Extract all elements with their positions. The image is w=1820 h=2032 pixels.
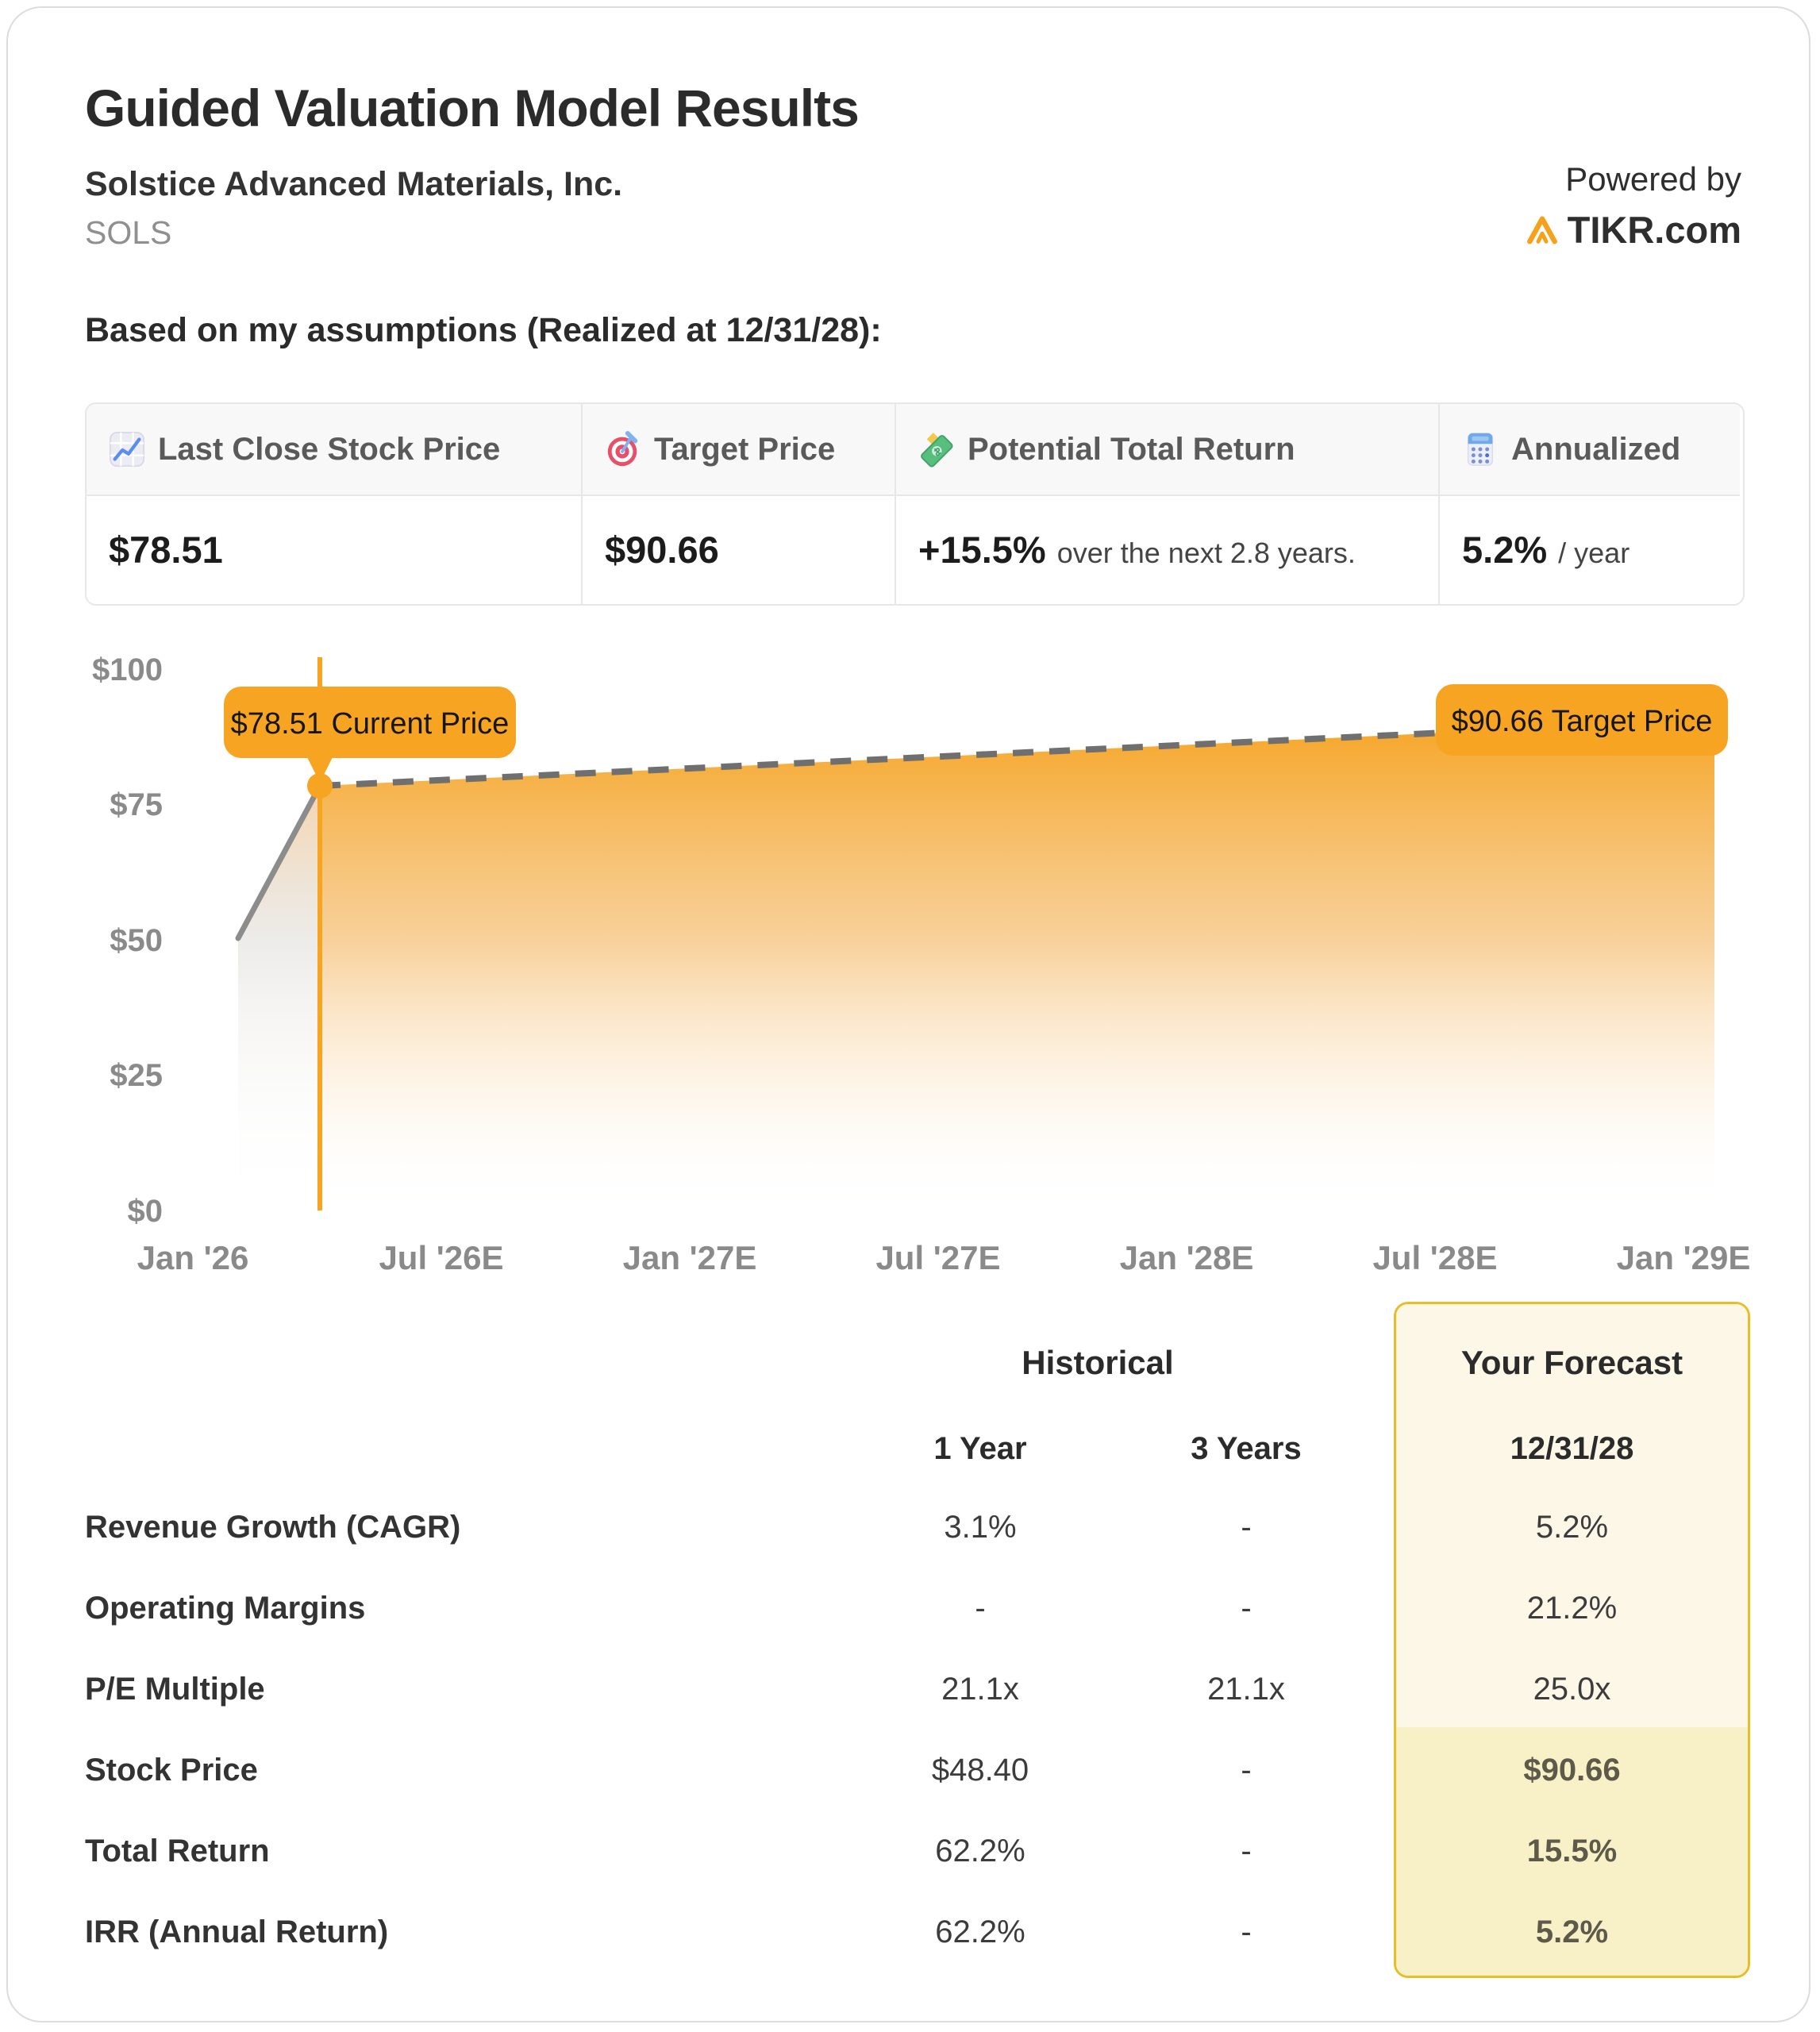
stat-value-annualized — [1440, 496, 1740, 604]
row-label-operating-margins: Operating Margins — [85, 1591, 366, 1626]
page-title: Guided Valuation Model Results — [85, 79, 859, 137]
cell-total-return-3yr: - — [1241, 1834, 1252, 1868]
target-icon — [605, 431, 641, 468]
stat-value-target-price — [583, 496, 896, 604]
stat-header-total-return — [896, 404, 1440, 496]
y-axis-tick-label: $50 — [110, 923, 163, 958]
current-price-tooltip-label: $78.51 Current Price — [230, 707, 510, 741]
company-name: Solstice Advanced Materials, Inc. — [85, 165, 623, 203]
calculator-icon — [1462, 431, 1499, 468]
powered-by-label: Powered by — [1565, 160, 1741, 198]
col-header-1-year: 1 Year — [933, 1431, 1027, 1466]
brand-row — [1526, 208, 1741, 252]
x-axis-tick-label: Jul '26E — [379, 1239, 504, 1276]
cell-revenue-growth-1yr: 3.1% — [944, 1510, 1017, 1545]
tikr-logo-icon — [1526, 216, 1558, 244]
x-axis-tick-label: Jul '27E — [875, 1239, 1001, 1276]
cell-total-return-1yr: 62.2% — [935, 1834, 1025, 1868]
cell-pe-multiple-3yr: 21.1x — [1207, 1672, 1285, 1707]
x-axis-tick-label: Jan '27E — [622, 1239, 757, 1276]
ticker-symbol: SOLS — [85, 214, 172, 251]
valuation-results-card — [6, 6, 1810, 2022]
annualized-suffix: / year — [1558, 537, 1630, 569]
cell-pe-multiple-forecast: 25.0x — [1533, 1672, 1611, 1707]
historical-area — [238, 786, 320, 1210]
stat-label: Target Price — [654, 431, 836, 467]
cell-stock-price-1yr: $48.40 — [931, 1753, 1029, 1788]
money-icon — [918, 431, 955, 468]
x-axis-tick-label: Jul '28E — [1372, 1239, 1498, 1276]
last-close-price: $78.51 — [109, 529, 223, 571]
assumptions-heading: Based on my assumptions (Realized at 12/31/28): — [85, 311, 882, 349]
stat-label: Potential Total Return — [968, 431, 1295, 467]
stat-value-last-close — [87, 496, 583, 604]
row-label-total-return: Total Return — [85, 1834, 270, 1868]
y-axis — [92, 652, 163, 1229]
historical-group-header: Historical — [1022, 1344, 1174, 1381]
row-label-stock-price: Stock Price — [85, 1753, 258, 1788]
cell-revenue-growth-3yr: - — [1241, 1510, 1252, 1545]
y-axis-tick-label: $0 — [127, 1194, 163, 1229]
cell-revenue-growth-forecast: 5.2% — [1535, 1510, 1609, 1545]
cell-irr-3yr: - — [1241, 1915, 1252, 1949]
stat-label: Annualized — [1511, 431, 1681, 467]
cell-operating-margins-forecast: 21.2% — [1526, 1591, 1618, 1626]
x-axis-tick-label: Jan '26 — [137, 1239, 249, 1276]
forecast-group-header: Your Forecast — [1460, 1344, 1683, 1381]
cell-stock-price-forecast: $90.66 — [1523, 1753, 1621, 1788]
annualized-pct: 5.2% — [1462, 529, 1548, 571]
price-forecast-chart — [8, 635, 1810, 1294]
col-header-3-years: 3 Years — [1191, 1431, 1302, 1466]
cell-irr-forecast: 5.2% — [1535, 1915, 1609, 1949]
chart-increasing-icon — [109, 431, 145, 468]
forecast-area — [320, 720, 1714, 1210]
stat-header-last-close — [87, 404, 583, 496]
stat-header-annualized — [1440, 404, 1740, 496]
y-axis-tick-label: $100 — [92, 652, 163, 687]
target-price-tooltip — [1436, 684, 1728, 756]
cell-operating-margins-3yr: - — [1241, 1591, 1252, 1626]
col-header-forecast-date: 12/31/28 — [1510, 1431, 1634, 1466]
row-label-revenue-growth: Revenue Growth (CAGR) — [85, 1510, 461, 1545]
row-label-pe-multiple: P/E Multiple — [85, 1672, 265, 1707]
target-price-tooltip-label: $90.66 Target Price — [1451, 705, 1713, 738]
y-axis-tick-label: $75 — [110, 787, 163, 822]
cell-operating-margins-1yr: - — [975, 1591, 986, 1626]
cell-irr-1yr: 62.2% — [935, 1915, 1025, 1949]
total-return-suffix: over the next 2.8 years. — [1056, 537, 1356, 569]
current-price-tooltip — [224, 687, 516, 783]
x-axis — [137, 1239, 1751, 1276]
target-price: $90.66 — [605, 529, 719, 571]
cell-total-return-forecast: 15.5% — [1526, 1834, 1618, 1868]
row-label-irr: IRR (Annual Return) — [85, 1915, 389, 1949]
x-axis-tick-label: Jan '29E — [1616, 1239, 1751, 1276]
summary-stats-table — [85, 402, 1745, 606]
brand-link[interactable]: TIKR.com — [1567, 209, 1741, 251]
stat-value-total-return — [896, 496, 1440, 604]
stat-header-target-price — [583, 404, 896, 496]
forecast-highlight-box — [1394, 1302, 1750, 1978]
y-axis-tick-label: $25 — [110, 1058, 163, 1093]
cell-pe-multiple-1yr: 21.1x — [941, 1672, 1019, 1707]
total-return-pct: +15.5% — [918, 529, 1046, 571]
cell-stock-price-3yr: - — [1241, 1753, 1252, 1788]
x-axis-tick-label: Jan '28E — [1119, 1239, 1254, 1276]
stat-label: Last Close Stock Price — [158, 431, 501, 467]
